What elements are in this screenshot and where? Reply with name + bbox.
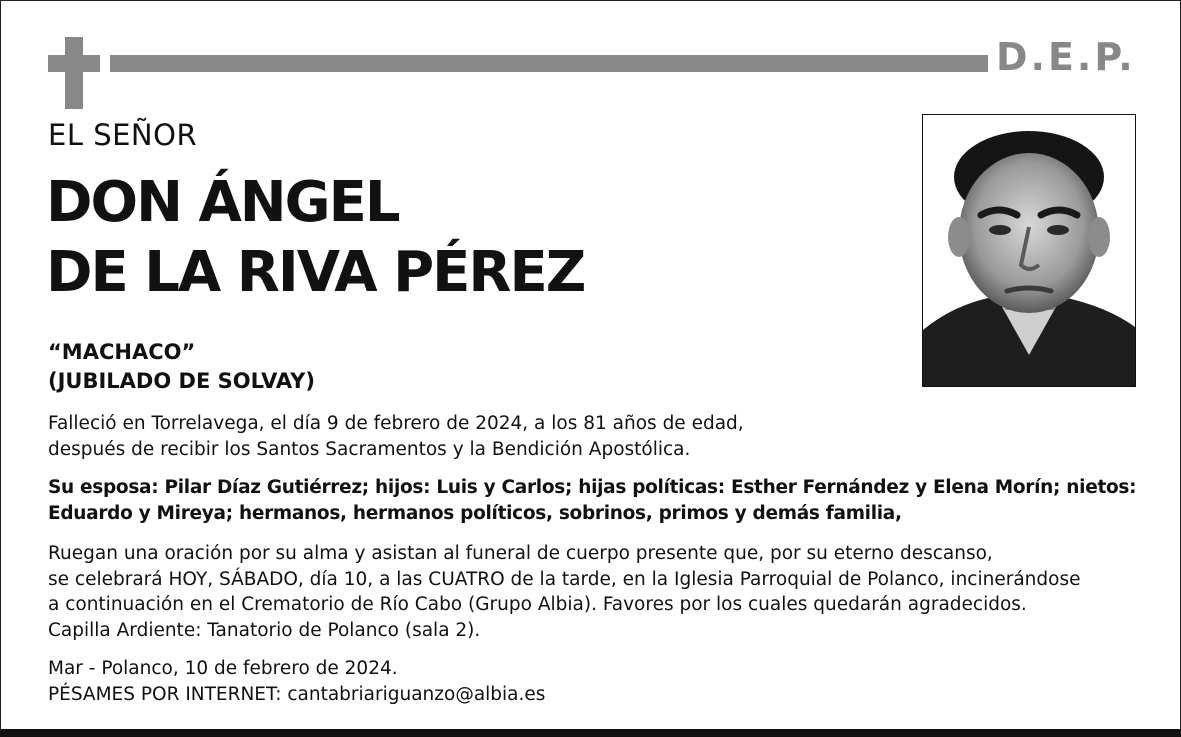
- funeral-line: Capilla Ardiente: Tanatorio de Polanco (sala 2).: [48, 619, 481, 641]
- nickname: “MACHACO”: [48, 340, 196, 364]
- closing-info: [48, 656, 545, 707]
- name-line-1: DON ÁNGEL: [46, 170, 399, 235]
- funeral-line: a continuación en el Crematorio de Río Cabo (Grupo Albia). Favores por los cuales quedarán agradecidos.: [48, 594, 1027, 615]
- funeral-line: Ruegan una oración por su alma y asistan al funeral de cuerpo presente que, por su eterno descanso,: [48, 543, 993, 564]
- family-list: [48, 475, 1136, 526]
- name-line-2: DE LA RIVA PÉREZ: [46, 240, 585, 305]
- funeral-details: [48, 541, 1080, 643]
- portrait-icon: [923, 115, 1135, 386]
- deceased-name: [46, 168, 584, 308]
- place-date: Mar - Polanco, 10 de febrero de 2024.: [48, 658, 398, 679]
- condolences-contact: PÉSAMES POR INTERNET: cantabriariguanzo@albia.es: [48, 683, 546, 705]
- header-rule: [110, 55, 988, 72]
- family-line: Eduardo y Mireya; hermanos, hermanos políticos, sobrinos, primos y demás familia,: [48, 502, 902, 524]
- honorific: EL SEÑOR: [48, 118, 198, 152]
- family-line: Su esposa: Pilar Díaz Gutiérrez; hijos: Luis y Carlos; hijas políticas: Esther Fernández y Elena Morín; nietos:: [48, 477, 1137, 498]
- dep-label: D.E.P.: [996, 35, 1136, 79]
- death-notice: [48, 411, 744, 462]
- bottom-rule: [0, 729, 1181, 737]
- occupation: (JUBILADO DE SOLVAY): [48, 369, 315, 393]
- death-notice-line: Falleció en Torrelavega, el día 9 de febrero de 2024, a los 81 años de edad,: [48, 413, 744, 434]
- cross-icon: [48, 37, 100, 109]
- funeral-line: se celebrará HOY, SÁBADO, día 10, a las CUATRO de la tarde, en la Iglesia Parroquial de Polanco, incinerándose: [48, 568, 1081, 590]
- death-notice-line: después de recibir los Santos Sacramentos y la Bendición Apostólica.: [48, 438, 691, 460]
- portrait-photo: [922, 114, 1136, 387]
